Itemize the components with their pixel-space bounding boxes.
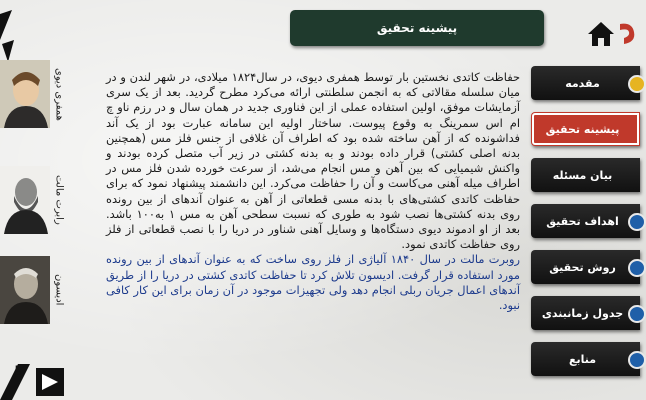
nav-marker-icon bbox=[628, 259, 646, 277]
nav-item-introduction[interactable] bbox=[531, 66, 640, 100]
nav-item-background[interactable] bbox=[531, 112, 640, 146]
nav-item-problem-statement[interactable] bbox=[531, 158, 640, 192]
page-title bbox=[290, 10, 544, 46]
nav-item-label: بیان مسئله bbox=[552, 168, 613, 182]
person-portrait-icon bbox=[0, 256, 50, 324]
portrait-image bbox=[0, 166, 50, 234]
content-body bbox=[106, 70, 520, 313]
portrait-name: رابرت مالت bbox=[53, 175, 65, 225]
nav-item-label: مقدمه bbox=[565, 76, 600, 90]
nav-item-label: اهداف تحقیق bbox=[546, 214, 619, 228]
person-portrait-icon bbox=[0, 166, 50, 234]
portrait-image bbox=[0, 60, 50, 128]
portrait-edison bbox=[0, 254, 65, 326]
content-paragraph-highlight: روبرت مالت در سال ۱۸۴۰ آلیاژی از فلز روی ساخت که به عنوان آندهای از بین رونده مورد استفاده قرار گرفت. ادیسون تلاش کرد تا حفاظت کاتدی کشتی در دریا را از طریق آندهای اعمال جریان ربلی انجام دهد ولی تجهیزات موجود در آن زمان برای این کار کافی نبود. bbox=[106, 252, 520, 313]
nav-marker-icon bbox=[628, 213, 646, 231]
nav-item-label: جدول زمانبندی bbox=[541, 306, 624, 320]
nav-marker-icon bbox=[628, 351, 646, 369]
portrait-name: همفری دیوی bbox=[53, 67, 65, 121]
portrait-image bbox=[0, 256, 50, 324]
page-number: 5 bbox=[14, 362, 26, 381]
content-paragraph: حفاظت کاتدی نخستین بار توسط همفری دیوی، در سال۱۸۲۴ میلادی، در شهر لندن و در میان سلسله مقالاتی که به انجمن سلطنتی ارائه می‌کرد مطرح گردید. بعد از یک سری آزمایشات موفق، اولین استفاده عملی از این فناوری جدید در همان سال و در رزم ناو چ ام اس سمرینگ به وقوع پیوست. ساختار اولیه این سامانه عبارت بود از یک آند فداشونده که از آهن ساخته شده بود که اطراف آن غلافی از جنس فلز مس (همچنین بدنه اصلی کشتی) قرار داده بودند و به بدنه کشتی در زیر آب متصل کرده بودند و واکنش شیمیایی که بین آهن و مس انجام می‌شد، از سرعت خورده شدن فلز مس در اطراف میله آهنی می‌کاست و آن را حفاظت می‌کرد. این دانشمند پیشنهاد نمود که برای حفاظت کاتدی کشتی‌های با بدنه مسی قطعاتی از آهن به عنوان آندهای از بین رونده روی بدنه کشتی‌ها نصب شود به طوری که نسبت سطحی آهن به مس ۱ به۱۰۰ باشد. بعد از او ادموند دیوی دستگاه‌ها و وسایل آهنی شناور در دریا را با نصب قطعاتی از فلز روی حفاظت کاتدی نمود. bbox=[106, 70, 520, 252]
nav-item-label: منابع bbox=[568, 352, 597, 366]
nav-marker-icon bbox=[628, 305, 646, 323]
portrait-robert-mallet bbox=[0, 164, 65, 236]
page-title-text: پیشینه تحقیق bbox=[376, 21, 458, 35]
portrait-humphry-davy bbox=[0, 58, 65, 130]
nav-item-objectives[interactable] bbox=[531, 204, 640, 238]
next-arrow-icon[interactable] bbox=[36, 368, 64, 396]
home-icon[interactable] bbox=[586, 20, 616, 48]
portrait-name: ادیسون bbox=[53, 274, 65, 306]
nav-item-references[interactable] bbox=[531, 342, 640, 376]
nav-marker-icon bbox=[628, 75, 646, 93]
brand-mark-icon bbox=[616, 18, 640, 50]
nav-item-label: پیشینه تحقیق bbox=[545, 122, 620, 136]
nav-item-method[interactable] bbox=[531, 250, 640, 284]
person-portrait-icon bbox=[0, 60, 50, 128]
nav-item-schedule[interactable] bbox=[531, 296, 640, 330]
nav-item-label: روش تحقیق bbox=[549, 260, 616, 274]
